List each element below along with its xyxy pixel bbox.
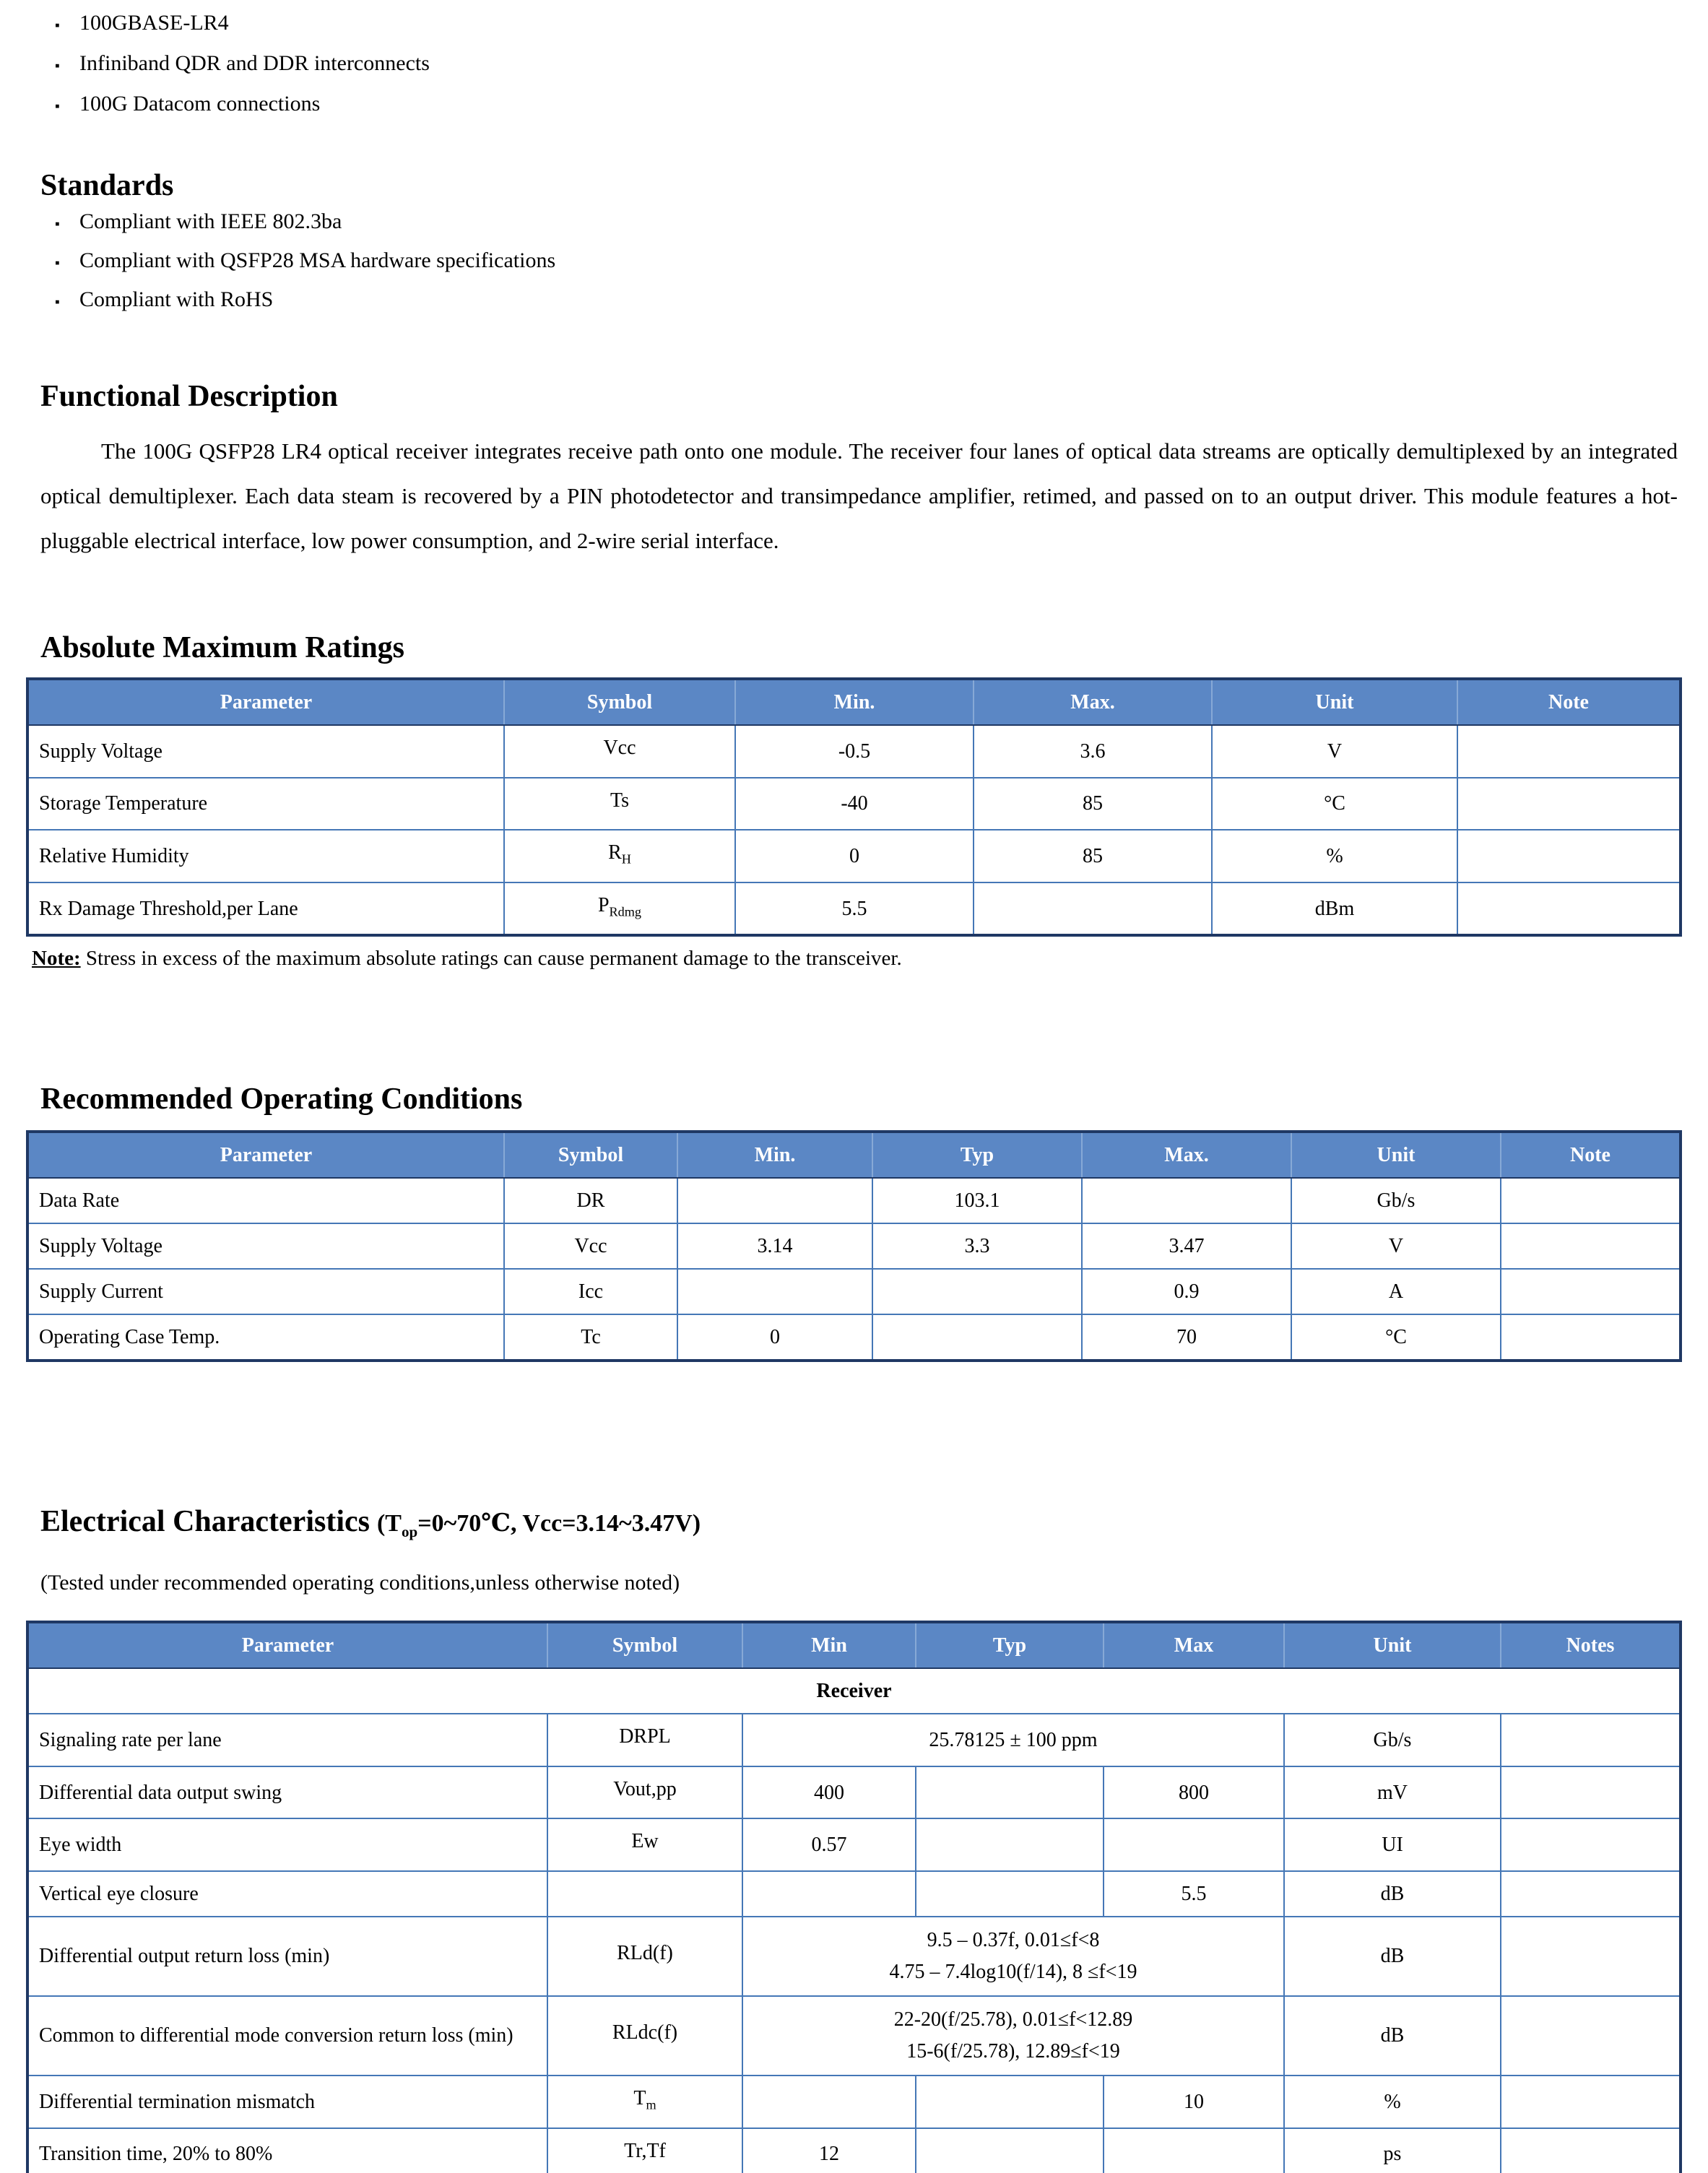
cell-note [1501, 1314, 1681, 1361]
list-item [26, 282, 1682, 321]
cell-parameter: Transition time, 20% to 80% [27, 2128, 547, 2173]
table-row [27, 1818, 1681, 1871]
cell-typ: 3.3 [872, 1223, 1082, 1269]
functional-description-text: The 100G QSFP28 LR4 optical receiver integrates receive path onto one module. The receiver four lanes of optical data streams are optically demultiplexed by an integrated optical demultiplexer. Each data steam is recovered by a PIN photodetector and transimpedance amplifier, retimed, and passed on to an output driver. This module features a hot-pluggable electrical interface, low power consumption, and 2-wire serial interface. [40, 438, 1678, 553]
column-header-notes: Notes [1501, 1622, 1681, 1668]
cell-typ [916, 2128, 1104, 2173]
cell-symbol: Ts [504, 778, 735, 830]
cell-note [1501, 1996, 1681, 2076]
cell-typ [872, 1314, 1082, 1361]
table-row [27, 830, 1681, 882]
cell-symbol: Vout,pp [547, 1766, 742, 1819]
cell-parameter: Supply Current [27, 1269, 504, 1314]
cell-min: -0.5 [735, 725, 974, 778]
table-row [27, 1996, 1681, 2076]
cell-typ [916, 1871, 1104, 1917]
standards-list [26, 204, 1682, 321]
column-header-max: Max. [1082, 1132, 1291, 1178]
amr-table-note [32, 944, 1682, 973]
table-section-row [27, 1668, 1681, 1714]
section-title-electrical-characteristics [40, 1504, 1682, 1550]
cell-max: 70 [1082, 1314, 1291, 1361]
table-header-row [27, 1622, 1681, 1668]
cell-parameter: Supply Voltage [27, 725, 504, 778]
cell-parameter: Common to differential mode conversion return loss (min) [27, 1996, 547, 2076]
section-title-recommended-operating-conditions: Recommended Operating Conditions [40, 1083, 523, 1116]
cell-parameter: Differential termination mismatch [27, 2076, 547, 2128]
cell-min: 12 [742, 2128, 916, 2173]
cell-parameter: Relative Humidity [27, 830, 504, 882]
column-header-symbol: Symbol [547, 1622, 742, 1668]
section-label-receiver: Receiver [27, 1668, 1681, 1714]
bullet-icon: ▪ [55, 18, 60, 33]
list-item [26, 45, 1682, 85]
cell-unit: dB [1284, 1917, 1501, 1996]
cell-unit: % [1212, 830, 1457, 882]
cell-unit: dB [1284, 1996, 1501, 2076]
cell-min: 400 [742, 1766, 916, 1819]
cell-note [1501, 1223, 1681, 1269]
cell-unit: Gb/s [1291, 1178, 1501, 1223]
cell-note [1501, 2076, 1681, 2128]
table-row [27, 1178, 1681, 1223]
cell-parameter: Signaling rate per lane [27, 1714, 547, 1766]
list-item [26, 243, 1682, 282]
cell-formula [742, 1996, 1284, 2076]
list-item-text: Infiniband QDR and DDR interconnects [79, 51, 430, 75]
absolute-maximum-ratings-table [26, 677, 1682, 937]
list-item [26, 4, 1682, 45]
cell-symbol: DRPL [547, 1714, 742, 1766]
column-header-max: Max [1104, 1622, 1284, 1668]
cell-value-span: 25.78125 ± 100 ppm [742, 1714, 1284, 1766]
list-item [26, 85, 1682, 126]
cell-unit: dBm [1212, 882, 1457, 936]
column-header-symbol: Symbol [504, 1132, 677, 1178]
table-row [27, 2128, 1681, 2173]
column-header-min: Min. [677, 1132, 872, 1178]
cell-parameter: Vertical eye closure [27, 1871, 547, 1917]
table-row [27, 778, 1681, 830]
cell-symbol: DR [504, 1178, 677, 1223]
note-label: Note: [32, 947, 81, 971]
cell-unit: mV [1284, 1766, 1501, 1819]
cell-note [1501, 1917, 1681, 1996]
list-item-text: 100G Datacom connections [79, 92, 321, 116]
cell-symbol: RLd(f) [547, 1917, 742, 1996]
cell-parameter: Rx Damage Threshold,per Lane [27, 882, 504, 936]
cell-max: 3.47 [1082, 1223, 1291, 1269]
column-header-parameter: Parameter [27, 1622, 547, 1668]
cell-max: 10 [1104, 2076, 1284, 2128]
cell-max [1104, 2128, 1284, 2173]
cell-note [1457, 725, 1681, 778]
section-title-absolute-maximum-ratings: Absolute Maximum Ratings [40, 631, 405, 664]
cell-unit: % [1284, 2076, 1501, 2128]
cell-symbol: Vcc [504, 1223, 677, 1269]
cell-min [677, 1178, 872, 1223]
cell-min [742, 1871, 916, 1917]
table-row [27, 882, 1681, 936]
cell-symbol: RLdc(f) [547, 1996, 742, 2076]
section-title-functional-description: Functional Description [40, 380, 338, 413]
cell-symbol: $T_m$ [547, 2076, 742, 2128]
cell-max [1082, 1178, 1291, 1223]
cell-typ [916, 1766, 1104, 1819]
cell-min [677, 1269, 872, 1314]
cell-note [1457, 778, 1681, 830]
table-row [27, 1269, 1681, 1314]
cell-note [1501, 1178, 1681, 1223]
bullet-icon: ▪ [55, 217, 60, 232]
cell-symbol: Ew [547, 1818, 742, 1871]
ec-title-main: Electrical Characteristics [40, 1505, 370, 1539]
column-header-unit: Unit [1291, 1132, 1501, 1178]
cell-unit: ps [1284, 2128, 1501, 2173]
cell-symbol: Icc [504, 1269, 677, 1314]
cell-parameter: Eye width [27, 1818, 547, 1871]
cell-unit: Gb/s [1284, 1714, 1501, 1766]
cell-unit: V [1291, 1223, 1501, 1269]
column-header-max: Max. [974, 679, 1212, 725]
cell-note [1501, 2128, 1681, 2173]
cell-note [1501, 1818, 1681, 1871]
column-header-note: Note [1501, 1132, 1681, 1178]
cell-min: 0.57 [742, 1818, 916, 1871]
cell-symbol [547, 1871, 742, 1917]
cell-unit: °C [1212, 778, 1457, 830]
column-header-note: Note [1457, 679, 1681, 725]
formula-line-2: 15-6(f/25.78), 12.89≤f<19 [906, 2039, 1120, 2063]
cell-min: 5.5 [735, 882, 974, 936]
column-header-typ: Typ [916, 1622, 1104, 1668]
list-item-text: Compliant with RoHS [79, 287, 274, 311]
cell-typ [916, 2076, 1104, 2128]
cell-unit: UI [1284, 1818, 1501, 1871]
cell-min: 0 [677, 1314, 872, 1361]
cell-parameter: Differential data output swing [27, 1766, 547, 1819]
note-text: Stress in excess of the maximum absolute ratings can cause permanent damage to the transceiver. [80, 947, 902, 971]
list-item-text: Compliant with IEEE 802.3ba [79, 209, 342, 233]
cell-unit: °C [1291, 1314, 1501, 1361]
cell-max: 85 [974, 778, 1212, 830]
cell-typ [872, 1269, 1082, 1314]
bullet-icon: ▪ [55, 99, 60, 114]
cell-note [1501, 1269, 1681, 1314]
cell-formula [742, 1917, 1284, 1996]
cell-symbol: $P_{Rdmg}$ [504, 882, 735, 936]
cell-parameter: Data Rate [27, 1178, 504, 1223]
column-header-unit: Unit [1212, 679, 1457, 725]
cell-max: 0.9 [1082, 1269, 1291, 1314]
table-row [27, 1714, 1681, 1766]
cell-note [1457, 882, 1681, 936]
table-row [27, 2076, 1681, 2128]
table-row [27, 1766, 1681, 1819]
table-row [27, 1917, 1681, 1996]
column-header-typ: Typ [872, 1132, 1082, 1178]
cell-parameter: Differential output return loss (min) [27, 1917, 547, 1996]
cell-parameter: Storage Temperature [27, 778, 504, 830]
cell-note [1457, 830, 1681, 882]
formula-line-2: 4.75 – 7.4log10(f/14), 8 ≤f<19 [889, 1960, 1137, 1983]
cell-parameter: Operating Case Temp. [27, 1314, 504, 1361]
formula-line-1: 22-20(f/25.78), 0.01≤f<12.89 [893, 2008, 1133, 2031]
table-row [27, 1871, 1681, 1917]
cell-max [974, 882, 1212, 936]
section-title-standards: Standards [40, 169, 174, 202]
cell-max [1104, 1818, 1284, 1871]
list-item-text: 100GBASE-LR4 [79, 11, 229, 35]
table-row [27, 725, 1681, 778]
table-row [27, 1223, 1681, 1269]
ec-title-conditions: ($T_{op}=0\sim 70℃$, Vcc=3.14~3.47V) [376, 1510, 701, 1541]
list-item-text: Compliant with QSFP28 MSA hardware specifications [79, 248, 556, 272]
cell-unit: dB [1284, 1871, 1501, 1917]
cell-max: 85 [974, 830, 1212, 882]
cell-max: 5.5 [1104, 1871, 1284, 1917]
table-row [27, 1314, 1681, 1361]
cell-unit: A [1291, 1269, 1501, 1314]
cell-typ [916, 1818, 1104, 1871]
cell-max: 3.6 [974, 725, 1212, 778]
bullet-icon: ▪ [55, 295, 60, 310]
cell-symbol: $R_H$ [504, 830, 735, 882]
column-header-parameter: Parameter [27, 1132, 504, 1178]
cell-symbol: Tc [504, 1314, 677, 1361]
bullet-icon: ▪ [55, 256, 60, 271]
cell-note [1501, 1871, 1681, 1917]
cell-typ: 103.1 [872, 1178, 1082, 1223]
cell-note [1501, 1766, 1681, 1819]
cell-min: 3.14 [677, 1223, 872, 1269]
bullet-icon: ▪ [55, 58, 60, 74]
cell-note [1501, 1714, 1681, 1766]
recommended-operating-conditions-table [26, 1130, 1682, 1362]
ec-test-conditions-note: (Tested under recommended operating conditions,unless otherwise noted) [40, 1571, 680, 1595]
cell-symbol: Vcc [504, 725, 735, 778]
cell-parameter: Supply Voltage [27, 1223, 504, 1269]
column-header-min: Min. [735, 679, 974, 725]
formula-line-1: 9.5 – 0.37f, 0.01≤f<8 [927, 1928, 1100, 1951]
electrical-characteristics-table [26, 1621, 1682, 2173]
table-header-row [27, 679, 1681, 725]
cell-unit: V [1212, 725, 1457, 778]
cell-min [742, 2076, 916, 2128]
table-header-row [27, 1132, 1681, 1178]
column-header-unit: Unit [1284, 1622, 1501, 1668]
cell-symbol: Tr,Tf [547, 2128, 742, 2173]
column-header-parameter: Parameter [27, 679, 504, 725]
cell-max: 800 [1104, 1766, 1284, 1819]
column-header-symbol: Symbol [504, 679, 735, 725]
cell-min: -40 [735, 778, 974, 830]
applications-list [26, 4, 1682, 126]
list-item [26, 204, 1682, 243]
cell-min: 0 [735, 830, 974, 882]
column-header-min: Min [742, 1622, 916, 1668]
